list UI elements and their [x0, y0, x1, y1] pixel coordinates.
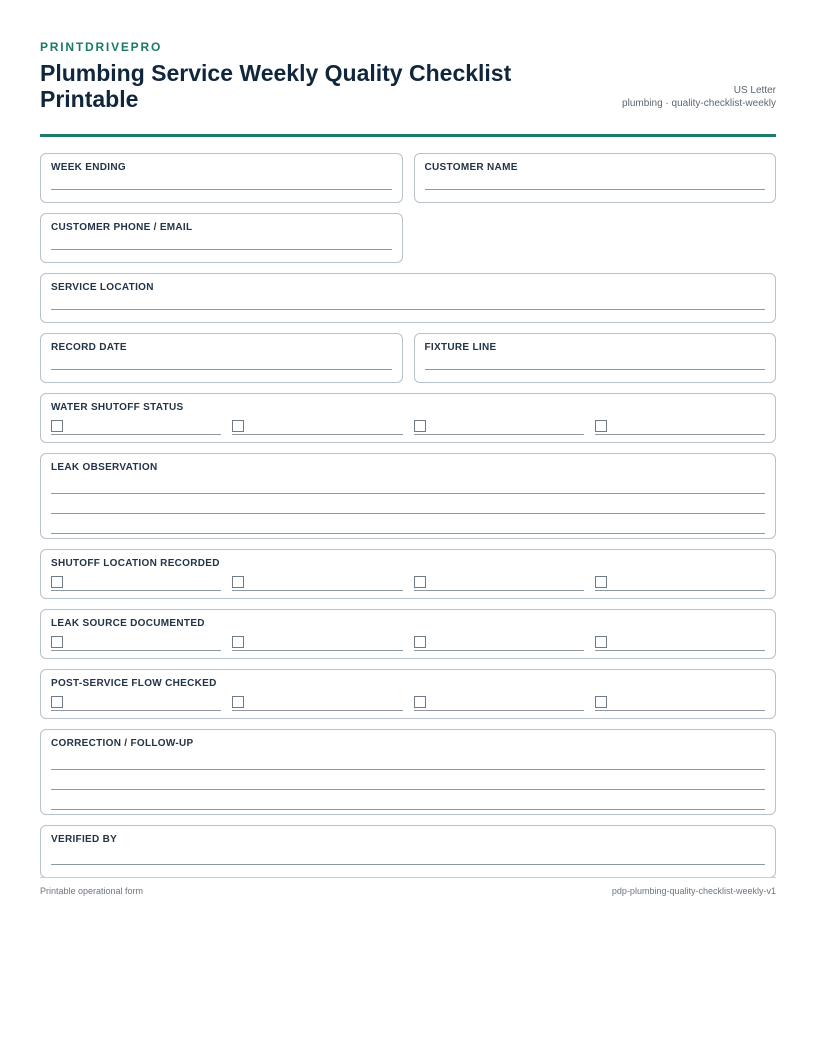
checkbox-group [51, 633, 765, 651]
record-date-input-line[interactable] [51, 369, 392, 370]
checkbox-group [51, 417, 765, 435]
field-label: VERIFIED BY [51, 834, 118, 845]
checkbox-group [51, 573, 765, 591]
page-footer [40, 877, 776, 896]
footer-left-text: Printable operational form [40, 886, 144, 896]
field-label: CORRECTION / FOLLOW-UP [51, 738, 194, 749]
check-option [595, 573, 765, 591]
leak-source-documented-field [40, 609, 776, 659]
checkbox[interactable] [51, 576, 63, 588]
checkbox[interactable] [595, 696, 607, 708]
checkbox[interactable] [595, 576, 607, 588]
checkbox[interactable] [232, 420, 244, 432]
form-row [40, 669, 776, 719]
form-row [40, 453, 776, 539]
check-option [595, 633, 765, 651]
checkbox[interactable] [232, 636, 244, 648]
check-option [51, 573, 221, 591]
checkbox[interactable] [232, 696, 244, 708]
post-service-flow-checked-field [40, 669, 776, 719]
fixture-line-field [414, 333, 777, 383]
verified-by-input-line[interactable] [51, 864, 765, 865]
field-label: SERVICE LOCATION [51, 282, 154, 293]
form-row [40, 393, 776, 443]
form-row [40, 333, 776, 383]
verified-by-field [40, 825, 776, 878]
check-option [414, 417, 584, 435]
leak-observation-line-2[interactable] [51, 494, 765, 514]
customer-contact-input-line[interactable] [51, 249, 392, 250]
field-label: CUSTOMER PHONE / EMAIL [51, 222, 193, 233]
check-option [595, 693, 765, 711]
field-label: LEAK SOURCE DOCUMENTED [51, 618, 205, 629]
form-row [40, 609, 776, 659]
check-option [232, 417, 402, 435]
check-option [414, 633, 584, 651]
page-title: Plumbing Service Weekly Quality Checklist Printable [40, 60, 512, 112]
form-row [40, 273, 776, 323]
leak-observation-field [40, 453, 776, 539]
form-meta [622, 84, 776, 110]
customer-name-field [414, 153, 777, 203]
form-row [40, 825, 776, 878]
form-row [40, 729, 776, 815]
checkbox[interactable] [595, 420, 607, 432]
check-option [51, 693, 221, 711]
service-location-field [40, 273, 776, 323]
footer-form-id: pdp-plumbing-quality-checklist-weekly-v1 [611, 886, 776, 896]
service-location-input-line[interactable] [51, 309, 765, 310]
field-label: RECORD DATE [51, 342, 127, 353]
customer-name-input-line[interactable] [425, 189, 766, 190]
form-row [40, 549, 776, 599]
week-ending-input-line[interactable] [51, 189, 392, 190]
field-label: WATER SHUTOFF STATUS [51, 402, 184, 413]
checkbox-group [51, 693, 765, 711]
checkbox[interactable] [51, 420, 63, 432]
water-shutoff-status-field [40, 393, 776, 443]
checkbox[interactable] [414, 696, 426, 708]
form-row [40, 213, 776, 263]
field-label: LEAK OBSERVATION [51, 462, 158, 473]
form-header [40, 54, 776, 137]
field-label: FIXTURE LINE [424, 342, 497, 353]
leak-observation-line-1[interactable] [51, 474, 765, 494]
checkbox[interactable] [232, 576, 244, 588]
field-label: WEEK ENDING [51, 162, 126, 173]
check-option [595, 417, 765, 435]
correction-line-1[interactable] [51, 750, 765, 770]
field-label: CUSTOMER NAME [424, 162, 518, 173]
leak-observation-line-3[interactable] [51, 514, 765, 534]
correction-line-2[interactable] [51, 770, 765, 790]
shutoff-location-recorded-field [40, 549, 776, 599]
form-row [40, 153, 776, 203]
checkbox[interactable] [414, 576, 426, 588]
form-tags: plumbing · quality-checklist-weekly [622, 98, 776, 109]
record-date-field [40, 333, 403, 383]
check-option [232, 633, 402, 651]
check-option [414, 573, 584, 591]
checkbox[interactable] [414, 636, 426, 648]
check-option [51, 633, 221, 651]
field-label: SHUTOFF LOCATION RECORDED [51, 558, 220, 569]
checkbox[interactable] [51, 636, 63, 648]
fixture-line-input-line[interactable] [425, 369, 766, 370]
check-option [232, 573, 402, 591]
correction-follow-up-field [40, 729, 776, 815]
checkbox[interactable] [51, 696, 63, 708]
check-option [232, 693, 402, 711]
customer-contact-field [40, 213, 403, 263]
form-page [40, 40, 776, 878]
check-option [51, 417, 221, 435]
correction-line-3[interactable] [51, 790, 765, 810]
week-ending-field [40, 153, 403, 203]
brand-name: PRINTDRIVEPRO [40, 40, 163, 54]
check-option [414, 693, 584, 711]
checkbox[interactable] [595, 636, 607, 648]
paper-size: US Letter [733, 85, 776, 96]
checkbox[interactable] [414, 420, 426, 432]
field-label: POST-SERVICE FLOW CHECKED [51, 678, 217, 689]
